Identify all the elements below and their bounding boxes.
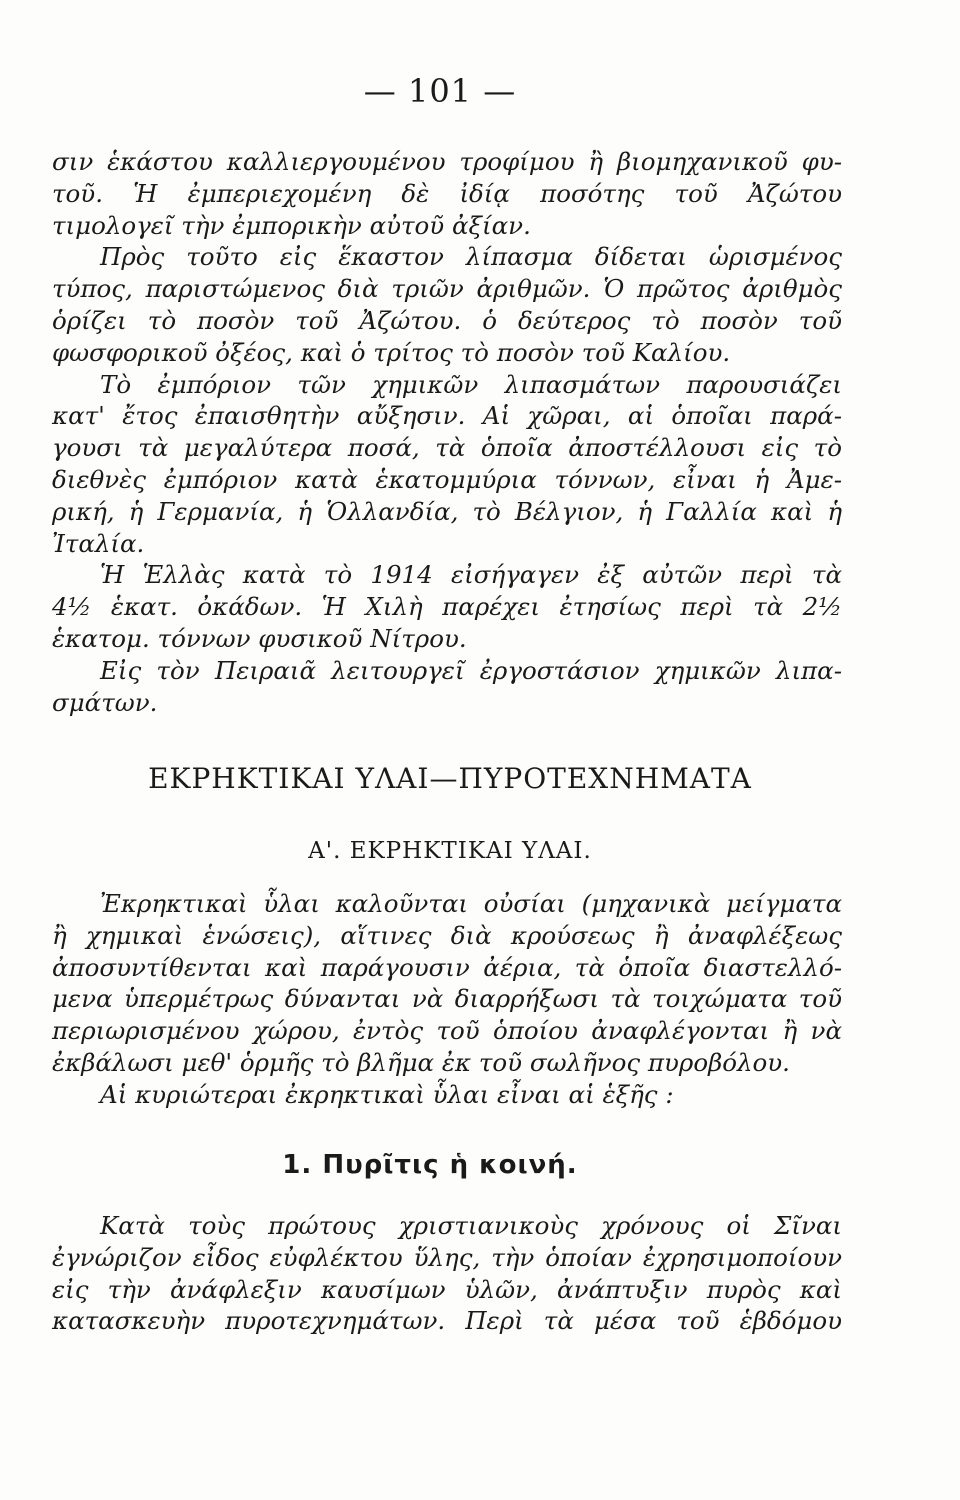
text-line: Πρὸς τοῦτο εἰς ἕκαστον λίπασμα δίδεται ὡρισμένος	[100, 242, 842, 272]
body-text-block-2	[52, 888, 842, 1111]
text-line: κατασκευὴν πυροτεχνημάτων. Περὶ τὰ μέσα τοῦ ἑβδόμου	[52, 1306, 842, 1336]
text-line: ἐκβάλωσι μεθ' ὁρμῆς τὸ βλῆμα ἐκ τοῦ σωλῆνος πυροβόλου.	[52, 1047, 790, 1077]
text-line: κατ' ἔτος ἐπαισθητὴν αὔξησιν. Αἱ χῶραι, αἱ ὁποῖαι παρά-	[52, 401, 842, 431]
body-text-block-1	[52, 146, 842, 718]
text-line: μενα ὑπερμέτρως δύνανται νὰ διαρρήξωσι τὰ τοιχώματα τοῦ	[52, 984, 842, 1014]
subsection-heading: 1. Πυρῖτις ἡ κοινή.	[282, 1150, 578, 1180]
text-line: φωσφορικοῦ ὀξέος, καὶ ὁ τρίτος τὸ ποσὸν τοῦ Καλίου.	[52, 337, 731, 367]
text-line: ἀποσυντίθενται καὶ παράγουσιν ἀέρια, τὰ ὁποῖα διαστελλό-	[52, 952, 842, 982]
text-line: γουσι τὰ μεγαλύτερα ποσά, τὰ ὁποῖα ἀποστέλλουσι εἰς τὸ	[52, 433, 842, 463]
text-line: περιωρισμένου χώρου, ἐντὸς τοῦ ὁποίου ἀναφλέγονται ἢ νὰ	[52, 1016, 842, 1046]
text-line: διεθνὲς ἐμπόριον κατὰ ἑκατομμύρια τόννων, εἶναι ἡ Ἀμε-	[52, 464, 842, 494]
text-line: εἰς τὴν ἀνάφλεξιν καυσίμων ὑλῶν, ἀνάπτυξιν πυρὸς καὶ	[52, 1274, 842, 1304]
text-line: σιν ἑκάστου καλλιεργουμένου τροφίμου ἢ βιομηχανικοῦ φυ-	[52, 147, 842, 176]
text-line: τύπος, παριστώμενος διὰ τριῶν ἀριθμῶν. Ὁ πρῶτος ἀριθμὸς	[52, 274, 842, 304]
text-line: Αἱ κυριώτεραι ἐκρηκτικαὶ ὗλαι εἶναι αἱ ἑξῆς :	[100, 1079, 674, 1109]
text-line: Ἐκρηκτικαὶ ὗλαι καλοῦνται οὐσίαι (μηχανικὰ μείγματα	[100, 889, 842, 918]
text-line: ρική, ἡ Γερμανία, ἡ Ὁλλανδία, τὸ Βέλγιον, ἡ Γαλλία καὶ ἡ	[52, 496, 842, 526]
section-heading: Α'. ΕΚΡΗΚΤΙΚΑΙ ΥΛΑΙ.	[308, 838, 592, 864]
text-line: Κατὰ τοὺς πρώτους χριστιανικοὺς χρόνους οἱ Σῖναι	[100, 1211, 842, 1240]
text-line: Ἡ Ἑλλὰς κατὰ τὸ 1914 εἰσήγαγεν ἐξ αὐτῶν περὶ τὰ	[100, 560, 842, 590]
text-line: Ἰταλία.	[52, 528, 145, 558]
body-text-block-3	[52, 1210, 842, 1337]
text-line: τιμολογεῖ τὴν ἐμπορικὴν αὐτοῦ ἀξίαν.	[52, 210, 531, 240]
text-line: ἢ χημικαὶ ἑνώσεις), αἵτινες διὰ κρούσεως ἢ ἀναφλέξεως	[52, 920, 842, 950]
text-line: Εἰς τὸν Πειραιᾶ λειτουργεῖ ἐργοστάσιον χημικῶν λιπα-	[100, 655, 842, 685]
text-line: 4½ ἑκατ. ὀκάδων. Ἡ Χιλὴ παρέχει ἐτησίως περὶ τὰ 2½	[52, 592, 842, 622]
text-line: Τὸ ἐμπόριον τῶν χημικῶν λιπασμάτων παρουσιάζει	[100, 369, 842, 399]
page-number: — 101 —	[363, 72, 517, 110]
text-line: τοῦ. Ἡ ἐμπεριεχομένη δὲ ἰδίᾳ ποσότης τοῦ Ἀζώτου	[52, 178, 842, 208]
text-line: ἑκατομ. τόννων φυσικοῦ Νίτρου.	[52, 623, 467, 653]
text-line: σμάτων.	[52, 687, 158, 717]
chapter-heading: ΕΚΡΗΚΤΙΚΑΙ ΥΛΑΙ—ΠΥΡΟΤΕΧΝΗΜΑΤΑ	[148, 762, 752, 795]
text-line: ὁρίζει τὸ ποσὸν τοῦ Ἀζώτου. ὁ δεύτερος τὸ ποσὸν τοῦ	[52, 305, 842, 335]
text-line: ἐγνώριζον εἶδος εὐφλέκτου ὕλης, τὴν ὁποίαν ἐχρησιμοποίουν	[52, 1242, 842, 1272]
